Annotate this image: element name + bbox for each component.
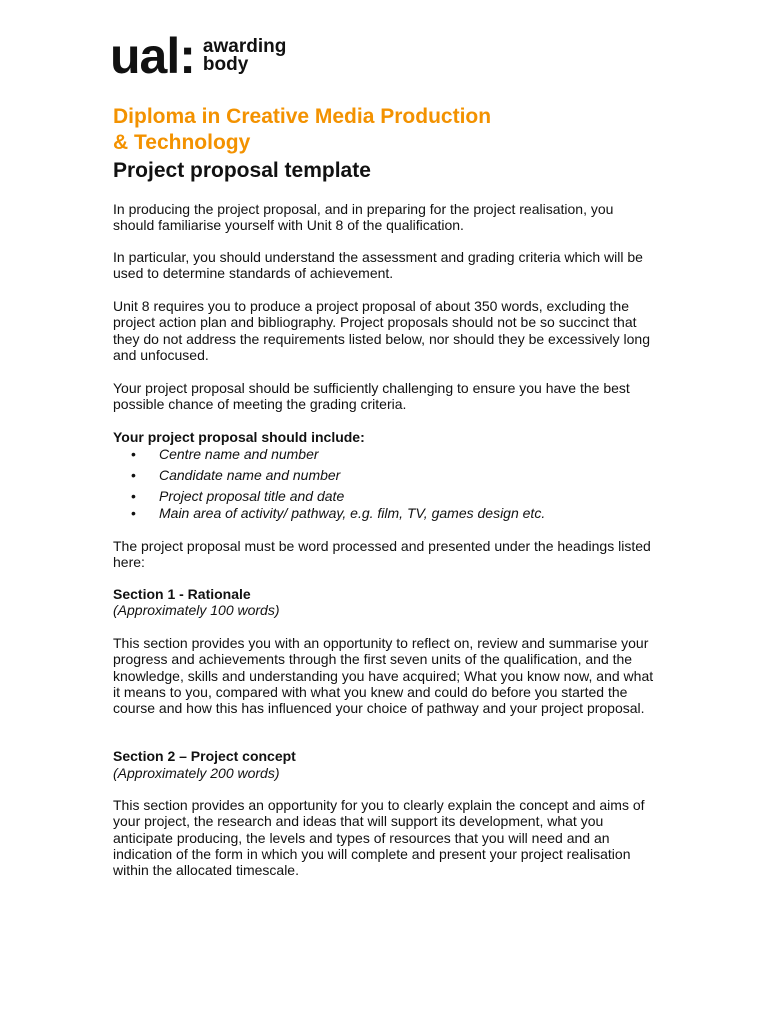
bullet-icon: • [131,467,136,483]
section-1-word-note: (Approximately 100 words) [113,602,280,618]
list-item [113,505,653,521]
ual-logo [110,28,287,84]
section-2-heading: Section 2 – Project concept [113,748,296,764]
document-title-line-1: Diploma in Creative Media Production [113,105,492,128]
list-item-text: Main area of activity/ pathway, e.g. film, TV, games design etc. [159,505,546,521]
section-2-word-note: (Approximately 200 words) [113,765,280,781]
logo-line-1: awarding [202,36,287,57]
list-item [113,467,653,483]
list-item [113,488,653,504]
assessment-paragraph: In particular, you should understand the assessment and grading criteria which will be used to determine standards of achievement. [113,249,643,282]
section-1-text: This section provides you with an opportunity to reflect on, review and summarise your progress and achievements through the first seven units of the qualification, and the knowledge, skills and understanding you have acquired; What you know now, and what it means to you, compared with what you knew and could do before you started the course and how this has influenced your choice of pathway and your project proposal. [113,635,654,717]
include-list [113,446,653,521]
format-paragraph: The project proposal must be word processed and presented under the headings listed here: [113,538,651,571]
list-item [113,446,653,462]
intro-paragraph: In producing the project proposal, and in preparing for the project realisation, you should familiarise yourself with Unit 8 of the qualification. [113,201,614,234]
word-count-paragraph: Unit 8 requires you to produce a project proposal of about 350 words, excluding the project action plan and bibliography. Project proposals should not be so succinct that they do not address the requirements listed below, nor should they be excessively long and unfocused. [113,298,650,363]
logo-line-2: body [202,54,249,75]
bullet-icon: • [131,505,136,521]
bullet-icon: • [131,488,136,504]
document-subtitle: Project proposal template [113,159,371,182]
section-2-text: This section provides an opportunity for you to clearly explain the concept and aims of your project, the research and ideas that will support its development, what you anticipate producing, the levels and types of resources that you will need and an indication of the form in which you will complete and present your project realisation within the allocated timescale. [113,797,645,879]
include-heading: Your project proposal should include: [113,429,365,445]
logo-mark: ual: [110,28,195,84]
list-item-text: Project proposal title and date [159,488,345,504]
bullet-icon: • [131,446,136,462]
list-item-text: Candidate name and number [159,467,341,483]
logo-words [203,38,286,74]
document-title-line-2: & Technology [113,131,251,154]
list-item-text: Centre name and number [159,446,319,462]
section-1-heading: Section 1 - Rationale [113,586,251,602]
challenge-paragraph: Your project proposal should be sufficiently challenging to ensure you have the best possible chance of meeting the grading criteria. [113,380,630,413]
